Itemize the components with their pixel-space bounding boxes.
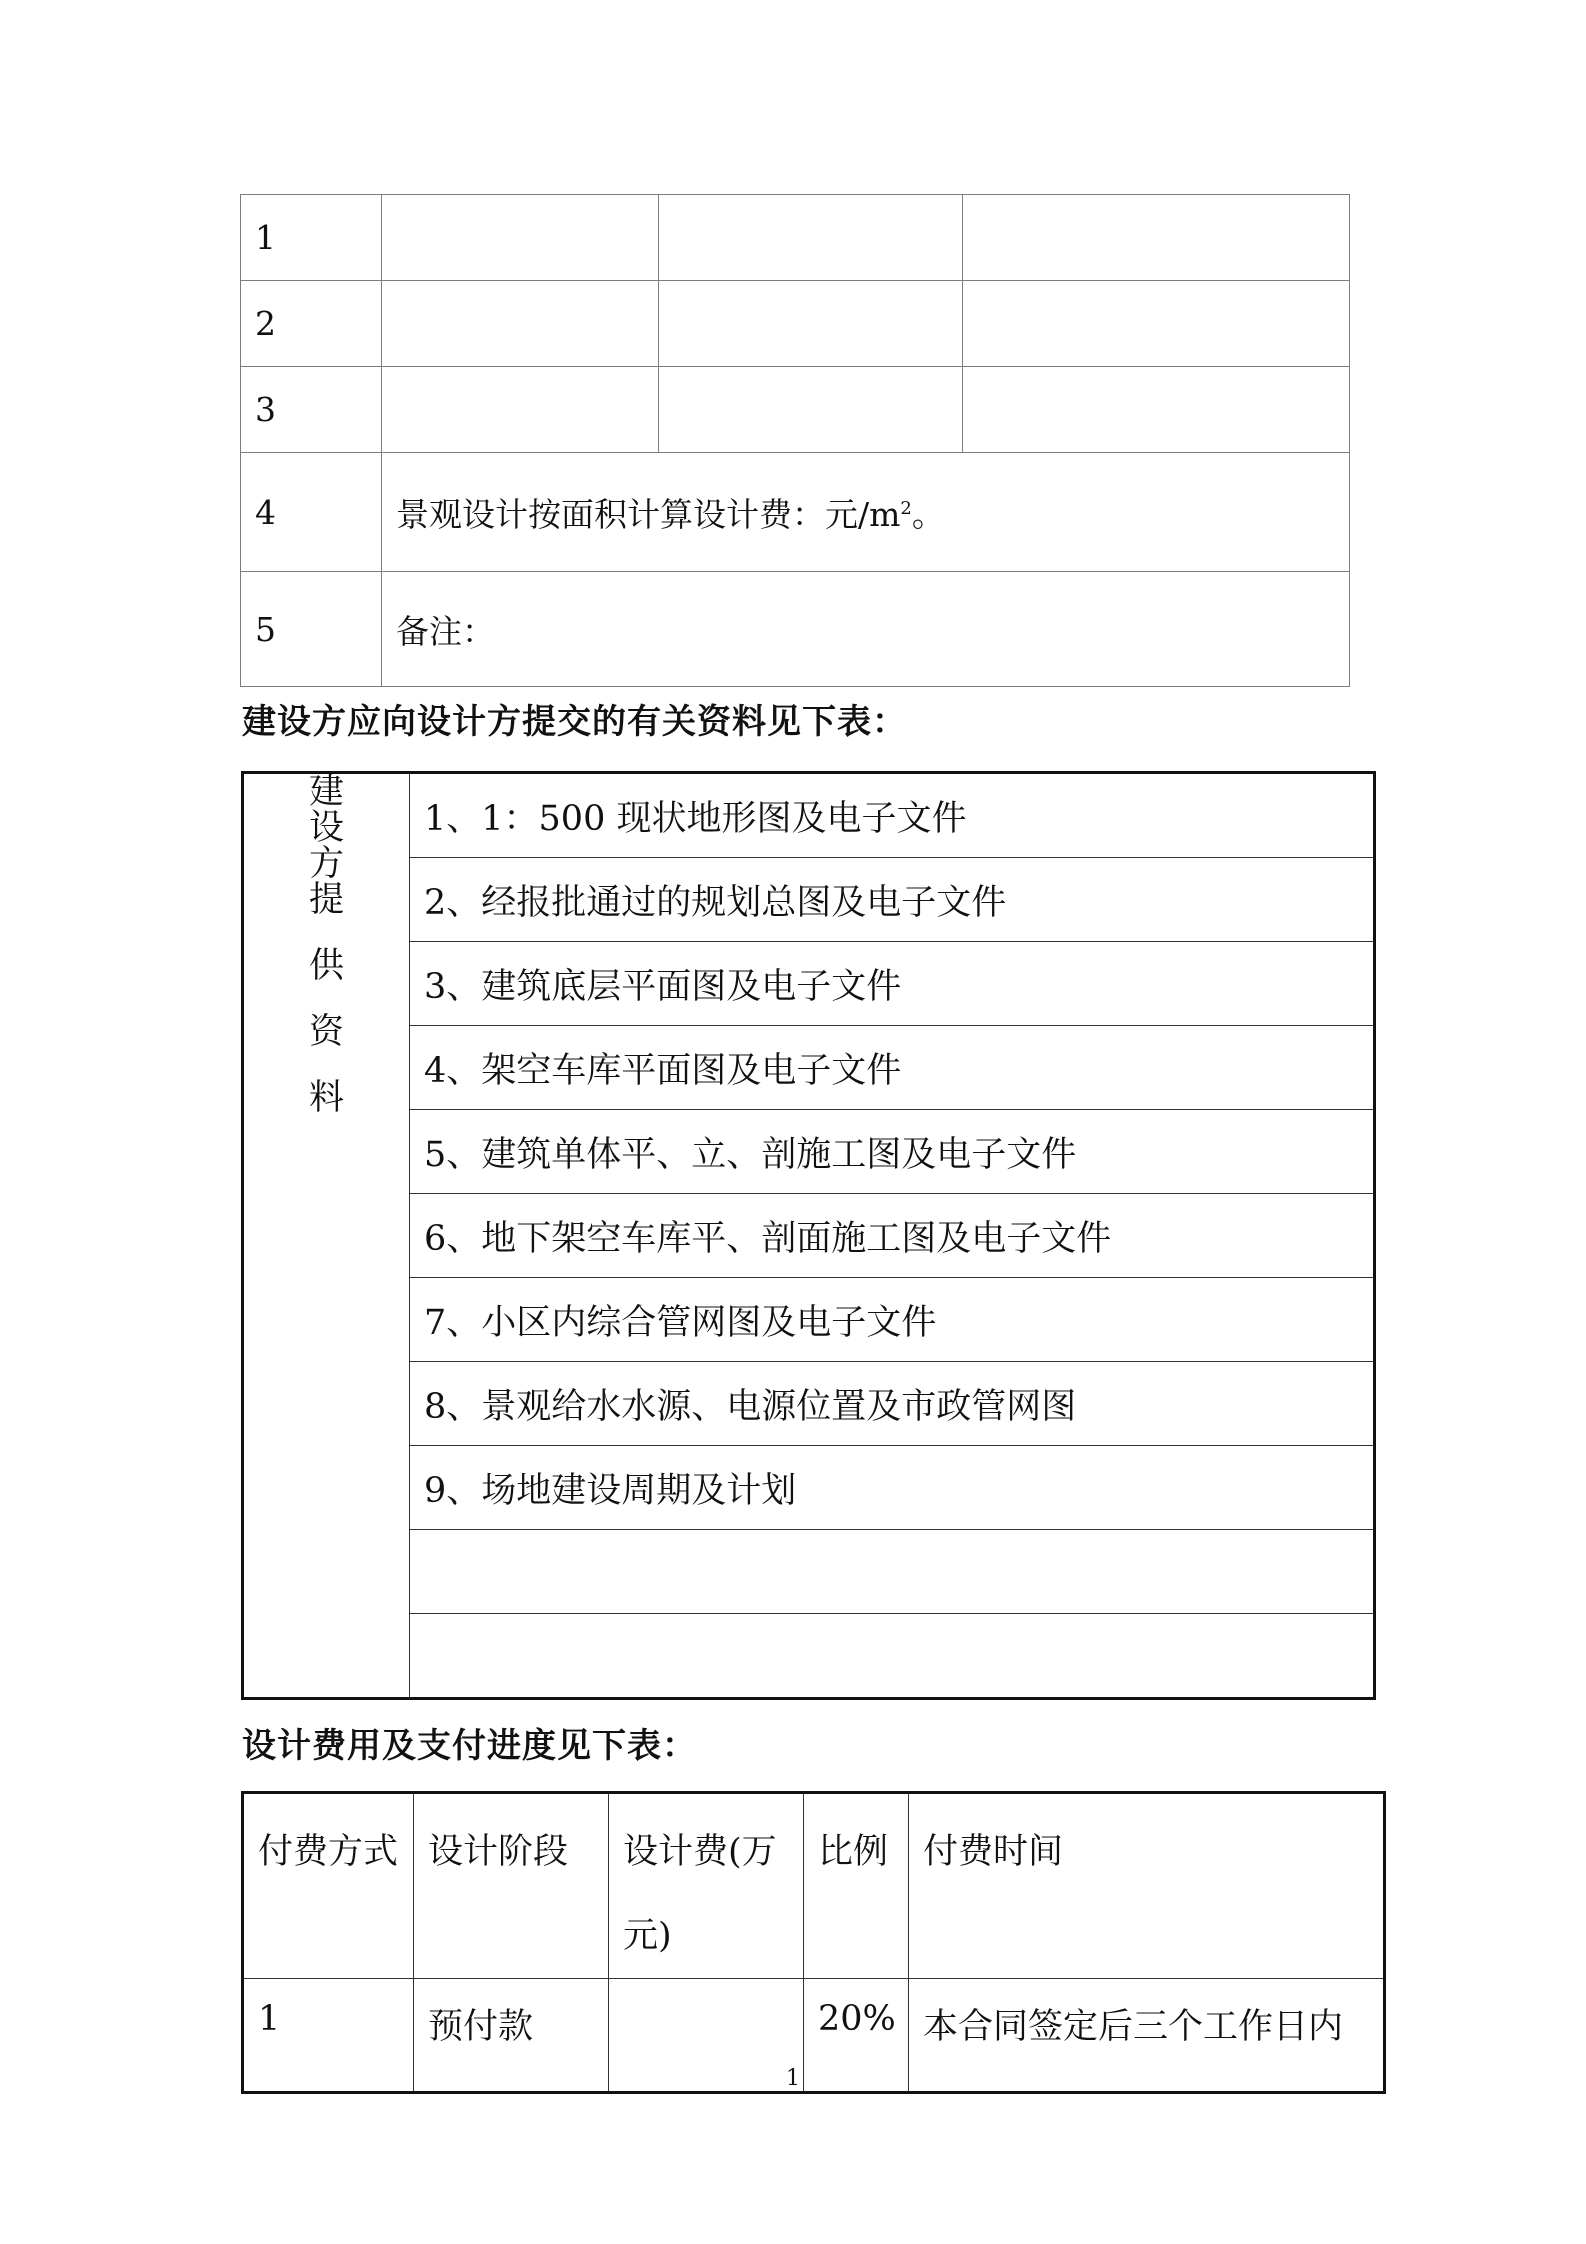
table-cell <box>963 195 1350 281</box>
materials-table <box>241 771 1376 1700</box>
side-label-char: 方 <box>308 844 344 884</box>
material-item: 6、地下架空车库平、剖面施工图及电子文件 <box>410 1194 1375 1278</box>
column-header: 比例 <box>804 1793 909 1979</box>
section-heading: 建设方应向设计方提交的有关资料见下表： <box>242 702 907 742</box>
table-cell <box>659 195 963 281</box>
table-row <box>243 773 1375 858</box>
remarks-cell: 备注： <box>382 572 1350 687</box>
table-cell <box>963 367 1350 453</box>
table-cell: 预付款 <box>414 1979 609 2093</box>
table-row <box>241 453 1350 572</box>
table-row <box>243 1026 1375 1110</box>
table-row <box>241 281 1350 367</box>
table-cell <box>659 367 963 453</box>
row-number: 2 <box>241 281 382 367</box>
column-header: 设计阶段 <box>414 1793 609 1979</box>
table-header-row <box>243 1793 1385 1979</box>
table-row <box>243 1530 1375 1614</box>
table-row <box>241 367 1350 453</box>
fee-table <box>240 194 1350 687</box>
payment-table <box>241 1791 1386 2094</box>
side-label-cell <box>243 773 410 1699</box>
side-label-char: 供 <box>308 946 344 986</box>
row-number: 5 <box>241 572 382 687</box>
side-label <box>244 774 409 1116</box>
table-row <box>241 195 1350 281</box>
period: 。 <box>911 494 945 534</box>
page-number: 1 <box>786 2066 800 2091</box>
side-label-char: 料 <box>308 1078 344 1118</box>
table-cell: 20% <box>804 1979 909 2093</box>
column-header: 付费方式 <box>243 1793 414 1979</box>
column-header: 设计费(万元) <box>609 1793 804 1979</box>
table-row <box>241 572 1350 687</box>
table-cell: 1 <box>243 1979 414 2093</box>
material-item: 2、经报批通过的规划总图及电子文件 <box>410 858 1375 942</box>
table-row <box>243 942 1375 1026</box>
table-row <box>243 1446 1375 1530</box>
material-item: 4、架空车库平面图及电子文件 <box>410 1026 1375 1110</box>
table-row <box>243 1110 1375 1194</box>
material-item: 7、小区内综合管网图及电子文件 <box>410 1278 1375 1362</box>
side-label-char: 设 <box>308 808 344 848</box>
table-cell <box>382 281 659 367</box>
material-item: 9、场地建设周期及计划 <box>410 1446 1375 1530</box>
material-item: 5、建筑单体平、立、剖施工图及电子文件 <box>410 1110 1375 1194</box>
row-number: 1 <box>241 195 382 281</box>
table-row <box>243 1614 1375 1699</box>
side-label-char: 资 <box>308 1012 344 1052</box>
material-item: 3、建筑底层平面图及电子文件 <box>410 942 1375 1026</box>
table-cell <box>382 195 659 281</box>
material-item <box>410 1614 1375 1699</box>
material-item: 1、1：500 现状地形图及电子文件 <box>410 773 1375 858</box>
side-label-char: 提 <box>308 880 344 920</box>
column-header: 付费时间 <box>909 1793 1385 1979</box>
table-cell <box>963 281 1350 367</box>
table-cell <box>382 367 659 453</box>
table-row <box>243 858 1375 942</box>
table-cell: 本合同签定后三个工作日内 <box>909 1979 1385 2093</box>
material-item <box>410 1530 1375 1614</box>
area-fee-cell <box>382 453 1350 572</box>
table-row <box>243 1278 1375 1362</box>
table-row <box>243 1194 1375 1278</box>
row-number: 4 <box>241 453 382 572</box>
area-fee-text: 景观设计按面积计算设计费：元/m <box>396 494 901 534</box>
table-row <box>243 1362 1375 1446</box>
material-item: 8、景观给水水源、电源位置及市政管网图 <box>410 1362 1375 1446</box>
row-number: 3 <box>241 367 382 453</box>
superscript: 2 <box>900 497 912 519</box>
table-cell <box>659 281 963 367</box>
side-label-char: 建 <box>308 772 344 812</box>
section-heading: 设计费用及支付进度见下表： <box>242 1726 697 1766</box>
